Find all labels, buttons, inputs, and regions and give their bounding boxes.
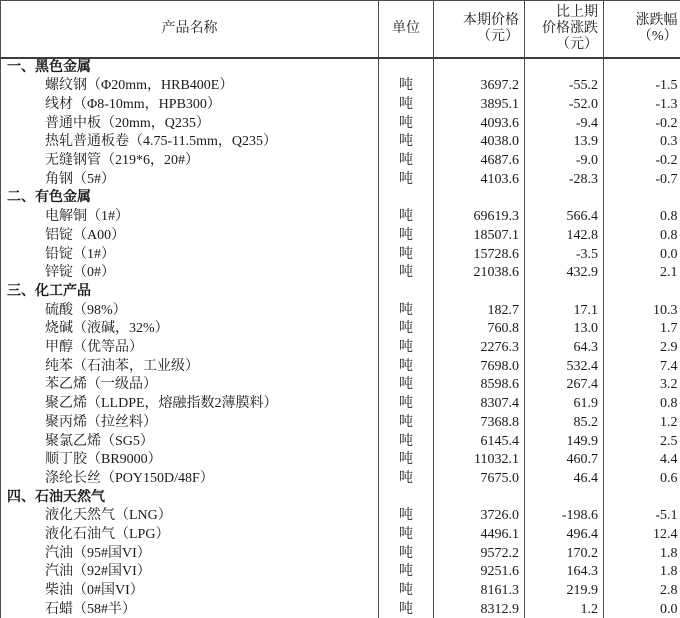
empty-cell — [525, 58, 604, 78]
change-cell: 267.4 — [525, 376, 604, 395]
empty-cell — [604, 489, 680, 508]
table-row — [1, 582, 680, 601]
name-cell: 石蜡（58#半） — [1, 601, 379, 618]
table-row — [1, 451, 680, 470]
name-cell: 苯乙烯（一级品） — [1, 376, 379, 395]
name-cell: 甲醇（优等品） — [1, 339, 379, 358]
price-cell: 8161.3 — [434, 582, 525, 601]
name-cell: 螺纹钢（Φ20mm，HRB400E） — [1, 77, 379, 96]
change-cell: -52.0 — [525, 96, 604, 115]
price-cell: 3895.1 — [434, 96, 525, 115]
unit-cell: 吨 — [379, 545, 434, 564]
name-cell: 涤纶长丝（POY150D/48F） — [1, 470, 379, 489]
table-row — [1, 115, 680, 134]
unit-cell: 吨 — [379, 433, 434, 452]
name-cell: 烧碱（液碱，32%） — [1, 320, 379, 339]
price-cell: 9251.6 — [434, 563, 525, 582]
change-cell: 460.7 — [525, 451, 604, 470]
name-cell: 普通中板（20mm，Q235） — [1, 115, 379, 134]
col-header-unit: 单位 — [379, 1, 434, 58]
change-cell: 64.3 — [525, 339, 604, 358]
empty-cell — [379, 489, 434, 508]
col-header-change: 比上期 价格涨跌 （元） — [525, 1, 604, 58]
name-cell: 硫酸（98%） — [1, 302, 379, 321]
table-row — [1, 395, 680, 414]
table-row — [1, 171, 680, 190]
empty-cell — [434, 58, 525, 78]
price-cell: 4103.6 — [434, 171, 525, 190]
change-cell: 142.8 — [525, 227, 604, 246]
price-cell: 4496.1 — [434, 526, 525, 545]
table-row — [1, 414, 680, 433]
change-cell: 432.9 — [525, 264, 604, 283]
empty-cell — [379, 189, 434, 208]
section-row — [1, 489, 680, 508]
change-cell: 496.4 — [525, 526, 604, 545]
table-row — [1, 96, 680, 115]
pct-cell: 0.8 — [660, 209, 678, 225]
change-cell: 17.1 — [525, 302, 604, 321]
empty-cell — [604, 283, 680, 302]
unit-cell: 吨 — [379, 96, 434, 115]
name-cell: 汽油（92#国VI） — [1, 563, 379, 582]
name-cell: 角钢（5#） — [1, 171, 379, 190]
table-row — [1, 227, 680, 246]
name-cell: 聚丙烯（拉丝料） — [1, 414, 379, 433]
price-cell: 3697.2 — [434, 77, 525, 96]
col-header-product-name: 产品名称 — [1, 1, 379, 58]
table-row — [1, 133, 680, 152]
name-cell: 顺丁胶（BR9000） — [1, 451, 379, 470]
section-title-cell: 一、黑色金属 — [1, 58, 379, 78]
price-cell: 4038.0 — [434, 133, 525, 152]
price-cell: 2276.3 — [434, 339, 525, 358]
unit-cell: 吨 — [379, 601, 434, 618]
name-cell: 液化石油气（LPG） — [1, 526, 379, 545]
change-cell: -55.2 — [525, 77, 604, 96]
price-cell: 21038.6 — [434, 264, 525, 283]
empty-cell — [379, 58, 434, 78]
empty-cell — [434, 189, 525, 208]
pct-cell: -5.1 — [655, 508, 678, 524]
table-row — [1, 563, 680, 582]
unit-cell: 吨 — [379, 320, 434, 339]
change-cell: 46.4 — [525, 470, 604, 489]
change-cell: 219.9 — [525, 582, 604, 601]
name-cell: 线材（Φ8-10mm，HPB300） — [1, 96, 379, 115]
change-cell: 532.4 — [525, 358, 604, 377]
name-cell: 柴油（0#国VI） — [1, 582, 379, 601]
change-cell: 164.3 — [525, 563, 604, 582]
price-cell: 69619.3 — [434, 208, 525, 227]
pct-cell: 0.8 — [660, 396, 678, 412]
unit-cell: 吨 — [379, 376, 434, 395]
pct-cell: 2.8 — [660, 583, 678, 599]
name-cell: 液化天然气（LNG） — [1, 507, 379, 526]
pct-cell: 12.4 — [653, 527, 678, 543]
unit-cell: 吨 — [379, 246, 434, 265]
price-cell: 6145.4 — [434, 433, 525, 452]
pct-cell: -0.7 — [655, 171, 678, 187]
name-cell: 无缝钢管（219*6，20#） — [1, 152, 379, 171]
change-cell: -198.6 — [525, 507, 604, 526]
price-cell: 4093.6 — [434, 115, 525, 134]
pct-cell: 2.5 — [660, 433, 678, 449]
pct-cell: 0.3 — [660, 134, 678, 150]
pct-cell: 0.6 — [660, 470, 678, 486]
table-row — [1, 246, 680, 265]
change-cell: 566.4 — [525, 208, 604, 227]
price-cell: 7698.0 — [434, 358, 525, 377]
section-title-cell: 三、化工产品 — [1, 283, 379, 302]
change-cell: 61.9 — [525, 395, 604, 414]
name-cell: 聚乙烯（LLDPE，熔融指数2薄膜料） — [1, 395, 379, 414]
table-row — [1, 376, 680, 395]
unit-cell: 吨 — [379, 171, 434, 190]
empty-cell — [434, 489, 525, 508]
unit-cell: 吨 — [379, 264, 434, 283]
empty-cell — [525, 189, 604, 208]
unit-cell: 吨 — [379, 395, 434, 414]
empty-cell — [379, 283, 434, 302]
empty-cell — [525, 489, 604, 508]
pct-cell: 1.8 — [660, 545, 678, 561]
pct-cell: 0.0 — [660, 246, 678, 262]
change-cell: -9.4 — [525, 115, 604, 134]
section-row — [1, 58, 680, 78]
unit-cell: 吨 — [379, 414, 434, 433]
change-cell: 85.2 — [525, 414, 604, 433]
price-cell: 182.7 — [434, 302, 525, 321]
table-row — [1, 339, 680, 358]
change-cell: 1.2 — [525, 601, 604, 618]
unit-cell: 吨 — [379, 115, 434, 134]
pct-cell: 1.2 — [660, 414, 678, 430]
empty-cell — [525, 283, 604, 302]
pct-cell: 2.1 — [660, 265, 678, 281]
change-cell: -9.0 — [525, 152, 604, 171]
header-row — [1, 1, 680, 58]
name-cell: 铝锭（A00） — [1, 227, 379, 246]
price-cell: 15728.6 — [434, 246, 525, 265]
price-cell: 18507.1 — [434, 227, 525, 246]
unit-cell: 吨 — [379, 451, 434, 470]
empty-cell — [604, 58, 680, 78]
pct-cell: 4.4 — [660, 452, 678, 468]
change-cell: 149.9 — [525, 433, 604, 452]
table-row — [1, 545, 680, 564]
table-row — [1, 470, 680, 489]
price-cell: 8307.4 — [434, 395, 525, 414]
unit-cell: 吨 — [379, 470, 434, 489]
unit-cell: 吨 — [379, 339, 434, 358]
col-header-pct: 涨跌幅 （%） — [604, 1, 680, 58]
table-row — [1, 601, 680, 618]
pct-cell: 2.9 — [660, 340, 678, 356]
unit-cell: 吨 — [379, 227, 434, 246]
unit-cell: 吨 — [379, 358, 434, 377]
change-cell: 13.0 — [525, 320, 604, 339]
empty-cell — [434, 283, 525, 302]
unit-cell: 吨 — [379, 302, 434, 321]
table-row — [1, 77, 680, 96]
pct-cell: 3.2 — [660, 377, 678, 393]
name-cell: 锌锭（0#） — [1, 264, 379, 283]
empty-cell — [604, 189, 680, 208]
pct-cell: -0.2 — [655, 153, 678, 169]
col-header-price: 本期价格 （元） — [434, 1, 525, 58]
price-cell: 11032.1 — [434, 451, 525, 470]
price-cell: 7368.8 — [434, 414, 525, 433]
unit-cell: 吨 — [379, 582, 434, 601]
unit-cell: 吨 — [379, 563, 434, 582]
change-cell: 13.9 — [525, 133, 604, 152]
pct-cell: 1.7 — [660, 321, 678, 337]
pct-cell: -0.2 — [655, 115, 678, 131]
table-row — [1, 208, 680, 227]
name-cell: 纯苯（石油苯，工业级） — [1, 358, 379, 377]
table-row — [1, 264, 680, 283]
unit-cell: 吨 — [379, 526, 434, 545]
unit-cell: 吨 — [379, 507, 434, 526]
change-cell: -3.5 — [525, 246, 604, 265]
pct-cell: 7.4 — [660, 358, 678, 374]
table-row — [1, 526, 680, 545]
name-cell: 汽油（95#国VI） — [1, 545, 379, 564]
price-cell: 8598.6 — [434, 376, 525, 395]
section-title-cell: 二、有色金属 — [1, 189, 379, 208]
pct-cell: 0.0 — [660, 601, 678, 617]
price-cell: 760.8 — [434, 320, 525, 339]
table-row — [1, 302, 680, 321]
pct-cell: -1.5 — [655, 78, 678, 94]
price-cell: 3726.0 — [434, 507, 525, 526]
table-row — [1, 507, 680, 526]
table-row — [1, 320, 680, 339]
unit-cell: 吨 — [379, 77, 434, 96]
pct-cell: 10.3 — [653, 302, 678, 318]
name-cell: 铅锭（1#） — [1, 246, 379, 265]
pct-cell: -1.3 — [655, 96, 678, 112]
name-cell: 聚氯乙烯（SG5） — [1, 433, 379, 452]
unit-cell: 吨 — [379, 208, 434, 227]
name-cell: 电解铜（1#） — [1, 208, 379, 227]
table-row — [1, 152, 680, 171]
table-body — [1, 58, 680, 618]
price-cell: 8312.9 — [434, 601, 525, 618]
pct-cell: 0.8 — [660, 227, 678, 243]
price-cell: 9572.2 — [434, 545, 525, 564]
price-cell: 7675.0 — [434, 470, 525, 489]
unit-cell: 吨 — [379, 133, 434, 152]
section-row — [1, 283, 680, 302]
change-cell: -28.3 — [525, 171, 604, 190]
table-row — [1, 358, 680, 377]
section-title-cell: 四、石油天然气 — [1, 489, 379, 508]
pct-cell: 1.8 — [660, 564, 678, 580]
table-header — [1, 1, 680, 58]
table-row — [1, 433, 680, 452]
unit-cell: 吨 — [379, 152, 434, 171]
change-cell: 170.2 — [525, 545, 604, 564]
name-cell: 热轧普通板卷（4.75-11.5mm，Q235） — [1, 133, 379, 152]
price-cell: 4687.6 — [434, 152, 525, 171]
section-row — [1, 189, 680, 208]
